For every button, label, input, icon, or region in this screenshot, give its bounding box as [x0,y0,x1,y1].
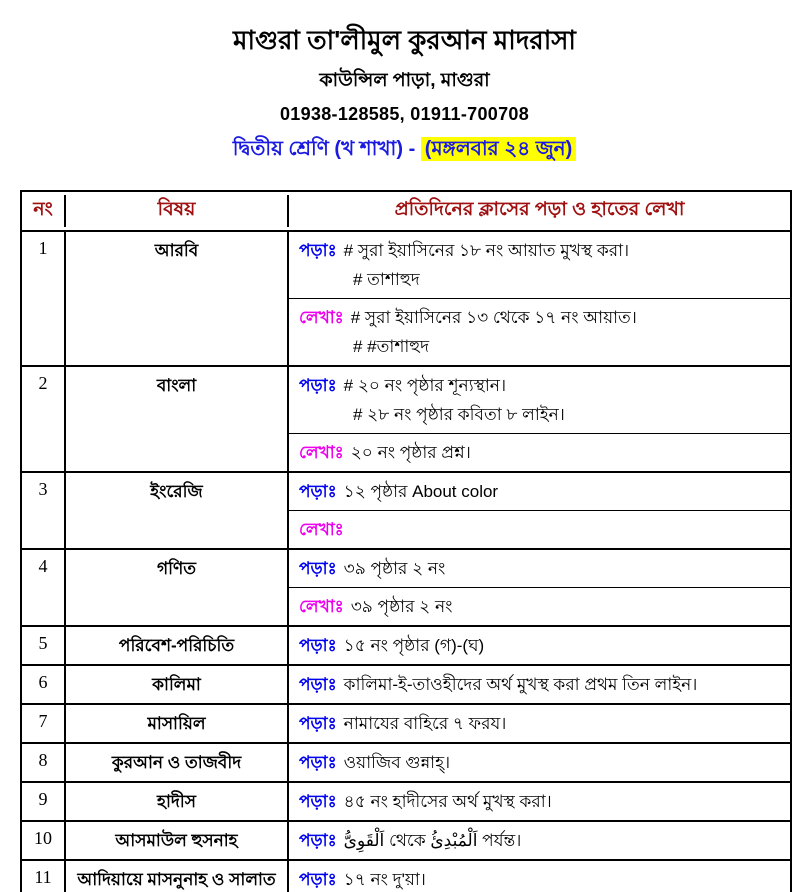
read-label: পড়াঃ [299,714,337,733]
read-section [289,550,790,587]
read-text: ৪৫ নং হাদীসের অর্থ মুখস্থ করা। [343,792,552,811]
row-number: 10 [22,822,66,859]
column-header-no: নং [22,195,66,227]
read-line [299,865,782,892]
read-label: পড়াঃ [299,376,337,395]
read-text: # ২০ নং পৃষ্ঠার শূন্যস্থান। [343,376,507,395]
table-row [22,627,790,666]
subject-name: হাদীস [66,783,289,820]
read-label: পড়াঃ [299,792,337,811]
lesson-cell [289,783,790,820]
table-row [22,744,790,783]
table-body [22,232,790,892]
read-section [289,627,790,664]
row-number: 8 [22,744,66,781]
read-line [299,709,782,738]
row-number: 4 [22,550,66,625]
document-header [0,24,809,162]
lesson-cell [289,861,790,892]
table-row [22,473,790,550]
column-header-subject: বিষয় [66,195,289,227]
write-section [289,433,790,471]
row-number: 6 [22,666,66,703]
document-page [0,24,809,892]
read-line: # ২৮ নং পৃষ্ঠার কবিতা ৮ লাইন। [353,405,565,424]
class-info-line [0,136,809,162]
write-section [289,587,790,625]
write-text: # সুরা ইয়াসিনের ১৩ থেকে ১৭ নং আয়াত। [350,308,637,327]
read-line: # তাশাহুদ [353,270,420,289]
read-line [299,236,782,265]
write-line [299,592,782,621]
read-text: কালিমা-ই-তাওহীদের অর্থ মুখস্থ করা প্রথম তিন লাইন। [343,675,698,694]
table-row [22,783,790,822]
read-line [299,371,782,400]
read-text: اَلْقَوِىُّ থেকে اَلْمُبْدِئُ পর্যন্ত। [343,831,522,850]
read-section [289,705,790,742]
write-label: লেখাঃ [299,308,344,327]
read-line [299,631,782,660]
table-row [22,705,790,744]
table-row [22,550,790,627]
write-text: ২০ নং পৃষ্ঠার প্রশ্ন। [350,443,471,462]
read-section [289,861,790,892]
read-text: ৩৯ পৃষ্ঠার ২ নং [343,559,446,578]
write-label: লেখাঃ [299,443,344,462]
table-row [22,861,790,892]
read-text: ১৭ নং দু'য়া। [343,870,426,889]
write-line [299,303,782,332]
subject-name: মাসায়িল [66,705,289,742]
lesson-cell [289,705,790,742]
read-line [299,477,782,506]
read-label: পড়াঃ [299,636,337,655]
table-row [22,367,790,473]
school-name: মাগুরা তা'লীমুল কুরআন মাদরাসা [233,25,576,55]
lesson-cell [289,550,790,625]
row-number: 2 [22,367,66,471]
read-text: ওয়াজিব গুন্নাহ্। [343,753,451,772]
phone-numbers: 01938-128585, 01911-700708 [279,104,530,124]
date-highlight: (মঙ্গলবার ২৪ জুন) [421,137,576,161]
read-section [289,783,790,820]
write-label: লেখাঃ [299,597,344,616]
read-text: নামাযের বাহিরে ৭ ফরয। [343,714,507,733]
row-number: 7 [22,705,66,742]
subject-name: বাংলা [66,367,289,471]
read-label: পড়াঃ [299,753,337,772]
subject-name: কালিমা [66,666,289,703]
table-row [22,822,790,861]
read-line [299,787,782,816]
read-section [289,744,790,781]
write-line [299,438,782,467]
lesson-cell [289,822,790,859]
read-section [289,473,790,510]
read-label: পড়াঃ [299,241,337,260]
read-line [299,826,782,855]
class-section-label: দ্বিতীয় শ্রেণি (খ শাখা) - [232,138,421,160]
read-text: ১২ পৃষ্ঠার About color [343,482,499,501]
subject-name: কুরআন ও তাজবীদ [66,744,289,781]
subject-name: আদিয়ায়ে মাসনুনাহ ও সালাত [66,861,289,892]
column-header-lessons: প্রতিদিনের ক্লাসের পড়া ও হাতের লেখা [394,199,685,220]
subject-name: পরিবেশ-পরিচিতি [66,627,289,664]
read-label: পড়াঃ [299,831,337,850]
read-line [299,748,782,777]
table-row [22,666,790,705]
read-section [289,666,790,703]
row-number: 11 [22,861,66,892]
read-text: # সুরা ইয়াসিনের ১৮ নং আয়াত মুখস্থ করা। [343,241,630,260]
table-row [22,232,790,367]
read-text: ১৫ নং পৃষ্ঠার (গ)-(ঘ) [343,636,485,655]
row-number: 3 [22,473,66,548]
row-number: 1 [22,232,66,365]
subject-name: গণিত [66,550,289,625]
read-label: পড়াঃ [299,870,337,889]
table-header-row [22,192,790,232]
subject-name: আসমাউল হুসনাহ [66,822,289,859]
read-section [289,367,790,433]
write-line: # #তাশাহুদ [353,337,430,356]
read-line [299,670,782,699]
lesson-cell [289,627,790,664]
lesson-cell [289,666,790,703]
read-section [289,232,790,298]
write-text: ৩৯ পৃষ্ঠার ২ নং [350,597,453,616]
read-line [299,554,782,583]
lesson-cell [289,367,790,471]
read-label: পড়াঃ [299,559,337,578]
write-section [289,510,790,548]
read-label: পড়াঃ [299,482,337,501]
lesson-cell [289,744,790,781]
homework-table [20,190,792,892]
write-line [299,515,782,544]
subject-name: আরবি [66,232,289,365]
read-section [289,822,790,859]
row-number: 5 [22,627,66,664]
school-address: কাউন্সিল পাড়া, মাগুরা [319,70,490,91]
write-section [289,298,790,365]
row-number: 9 [22,783,66,820]
read-label: পড়াঃ [299,675,337,694]
write-label: লেখাঃ [299,520,344,539]
lesson-cell [289,473,790,548]
lesson-cell [289,232,790,365]
subject-name: ইংরেজি [66,473,289,548]
